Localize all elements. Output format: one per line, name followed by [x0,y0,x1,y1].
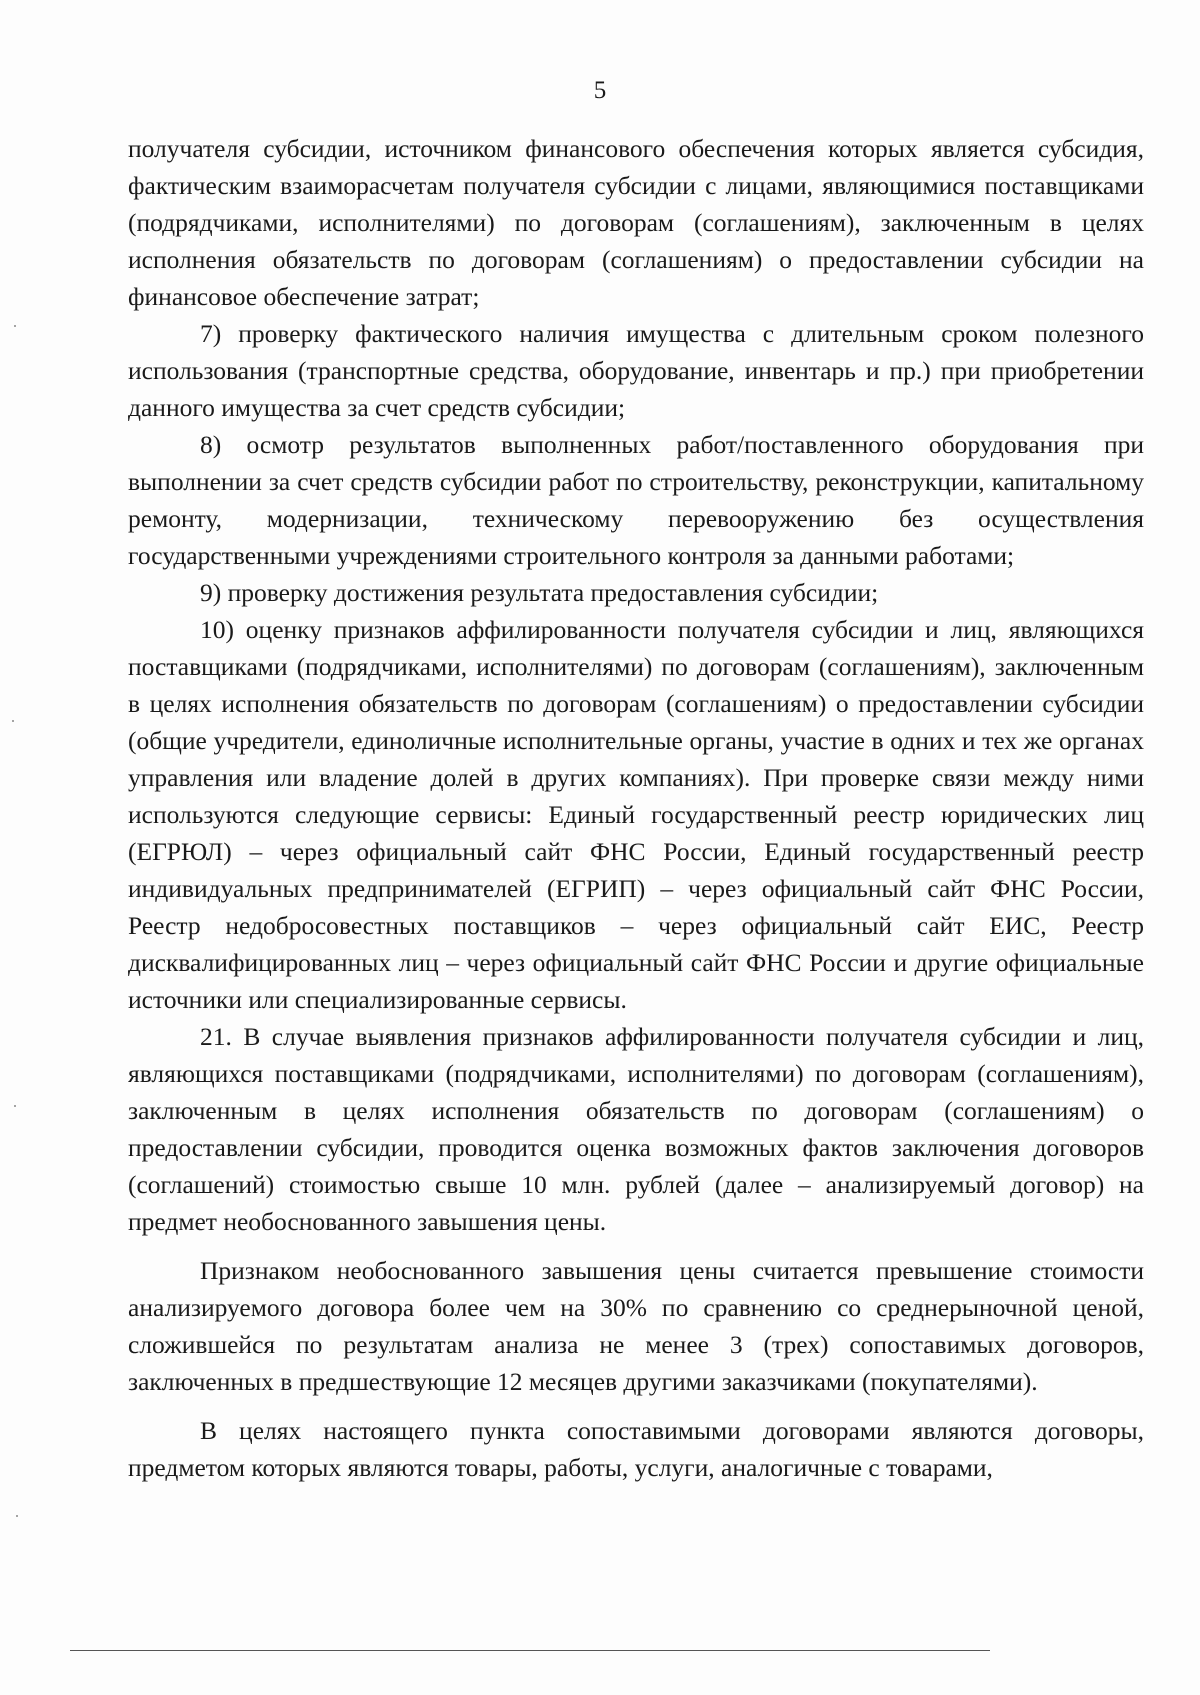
scan-speck [16,1515,18,1517]
document-body [128,130,1144,1486]
clause-21: 21. В случае выявления признаков аффилированности получателя субсидии и лиц, являющихся поставщиками (подрядчиками, исполнителями) по договорам (соглашениям), заключенным в целях исполнения обязательств по договорам (соглашениям) о предоставлении субсидии, проводится оценка возможных фактов заключения договоров (соглашений) стоимостью свыше 10 млн. рублей (далее – анализируемый договор) на предмет необоснованного завышения цены. [128,1022,1144,1236]
paragraph-continuation: получателя субсидии, источником финансового обеспечения которых является субсидия, фактическим взаиморасчетам получателя субсидии с лицами, являющимися поставщиками (подрядчиками, исполнителями) по договорам (соглашениям), заключенным в целях исполнения обязательств по договорам (соглашениям) о предоставлении субсидии на финансовое обеспечение затрат; [128,134,1144,311]
scan-speck [14,325,16,327]
page-number: 5 [593,77,607,104]
bottom-rule [70,1650,990,1651]
list-item-8: 8) осмотр результатов выполненных работ/поставленного оборудования при выполнении за счет средств субсидии работ по строительству, реконструкции, капитальному ремонту, модернизации, техническому перевооружению без осуществления государственными учреждениями строительного контроля за данными работами; [128,430,1144,570]
list-item-10: 10) оценку признаков аффилированности получателя субсидии и лиц, являющихся поставщиками (подрядчиками, исполнителями) по договорам (соглашениям), заключенным в целях исполнения обязательств по договорам (соглашениям) о предоставлении субсидии (общие учредители, единоличные исполнительные органы, участие в одних и тех же органах управления или владение долей в других компаниях). При проверке связи между ними используются следующие сервисы: Единый государственный реестр юридических лиц (ЕГРЮЛ) – через официальный сайт ФНС России, Единый государственный реестр индивидуальных предпринимателей (ЕГРИП) – через официальный сайт ФНС России, Реестр недобросовестных поставщиков – через официальный сайт ЕИС, Реестр дисквалифицированных лиц – через официальный сайт ФНС России и другие официальные источники или специализированные сервисы. [128,615,1144,1014]
scan-speck [14,1105,16,1107]
scan-speck [12,720,14,722]
paragraph-comparable-contracts: В целях настоящего пункта сопоставимыми договорами являются договоры, предметом которых являются товары, работы, услуги, аналогичные с товарами, [128,1416,1144,1482]
list-item-9: 9) проверку достижения результата предоставления субсидии; [200,578,879,607]
paragraph-price-criterion: Признаком необоснованного завышения цены считается превышение стоимости анализируемого договора более чем на 30% по сравнению со среднерыночной ценой, сложившейся по результатам анализа не менее 3 (трех) сопоставимых договоров, заключенных в предшествующие 12 месяцев другими заказчиками (покупателями). [128,1256,1144,1396]
list-item-7: 7) проверку фактического наличия имущества с длительным сроком полезного использования (транспортные средства, оборудование, инвентарь и пр.) при приобретении данного имущества за счет средств субсидии; [128,319,1144,422]
